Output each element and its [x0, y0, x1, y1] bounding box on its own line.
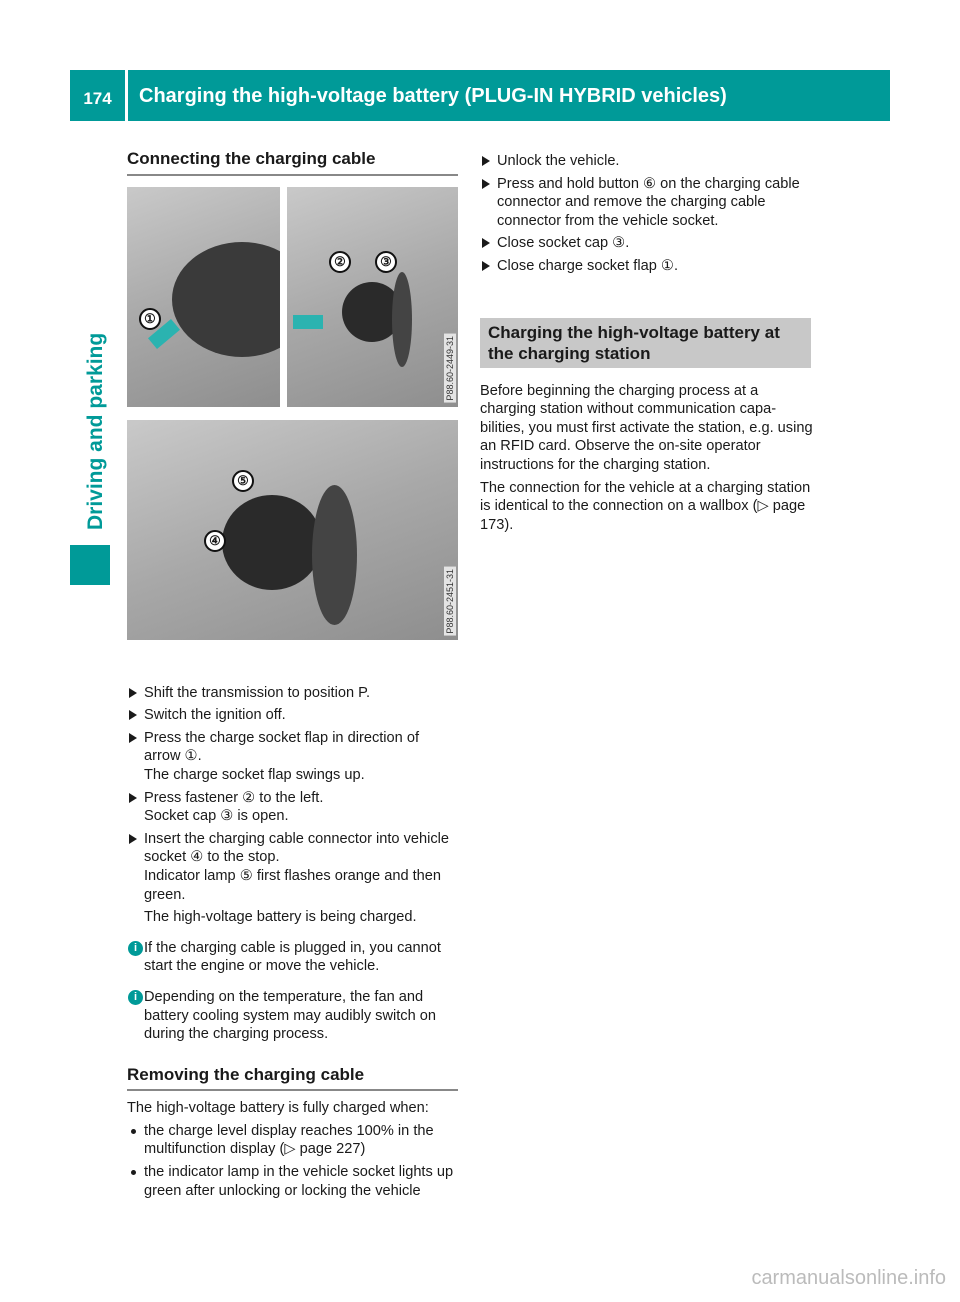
page-title: Charging the high-voltage battery (PLUG-IN HYBRID vehicles)	[128, 70, 890, 121]
callout-3: ③	[375, 251, 397, 273]
right-column	[480, 152, 813, 538]
figure-code: P88.60-2449-31	[445, 336, 455, 401]
heading-charging-station: Charging the high-voltage battery at the charging station	[480, 318, 811, 368]
info-icon: i	[128, 941, 143, 956]
page-header	[70, 70, 890, 121]
arrow-bullet-icon	[129, 834, 137, 844]
step: Press and hold button ⑥ on the charging cable connector and remove the charging cable connector from the vehicle socket.	[480, 175, 813, 231]
result-text: The high-voltage battery is being charged.	[144, 909, 417, 926]
left-column	[127, 150, 458, 1204]
info-note: i If the charging cable is plugged in, you cannot start the engine or move the vehicle.	[127, 939, 458, 976]
arrow-bullet-icon	[129, 710, 137, 720]
callout-2: ②	[329, 251, 351, 273]
callout-1: ①	[139, 308, 161, 330]
section-marker	[70, 545, 110, 585]
info-icon: i	[128, 990, 143, 1005]
arrow-bullet-icon	[482, 238, 490, 248]
callout-5: ⑤	[232, 470, 254, 492]
callout-4: ④	[204, 530, 226, 552]
bullet-item: the indicator lamp in the vehicle socket lights up green after unlocking or locking the vehicle	[127, 1163, 458, 1200]
info-note: i Depending on the temperature, the fan and battery cooling system may audibly switch on during the charging process.	[127, 988, 458, 1044]
page-number: 174	[70, 70, 125, 121]
step: Press the charge socket flap in direction of arrow ①. The charge socket flap swings up.	[127, 729, 458, 785]
intro-text: The high-voltage battery is fully charged when:	[127, 1100, 429, 1117]
bullet-item: the charge level display reaches 100% in the multifunction display (▷ page 227)	[127, 1122, 458, 1159]
arrow-bullet-icon	[482, 179, 490, 189]
arrow-bullet-icon	[482, 261, 490, 271]
step: Close charge socket flap ①.	[480, 257, 813, 276]
paragraph: The connection for the vehicle at a charging station is identical to the connection on a wallbox (▷ page 173).	[480, 479, 811, 533]
heading-connecting: Connecting the charging cable	[127, 150, 458, 176]
watermark: carmanualsonline.info	[751, 1267, 946, 1289]
arrow-bullet-icon	[129, 793, 137, 803]
arrow-bullet-icon	[129, 688, 137, 698]
step: Shift the transmission to position P.	[127, 684, 458, 703]
arrow-bullet-icon	[482, 156, 490, 166]
section-label: Driving and parking	[84, 332, 107, 530]
step: Press fastener ② to the left. Socket cap ③ is open.	[127, 789, 458, 826]
step: Switch the ignition off.	[127, 706, 458, 725]
figure-code: P88.60-2451-31	[445, 569, 455, 634]
step: Close socket cap ③.	[480, 234, 813, 253]
arrow-bullet-icon	[129, 733, 137, 743]
step: Insert the charging cable connector into vehicle socket ④ to the stop. Indicator lamp ⑤ first flashes orange and then green.	[127, 830, 458, 904]
step: Unlock the vehicle.	[480, 152, 813, 171]
heading-removing: Removing the charging cable	[127, 1066, 458, 1092]
paragraph: Before beginning the charging process at a charging station without communication capabilities, you must first activate the station, e.g. using an RFID card. Observe the on-site operator instructions for the charging station.	[480, 382, 813, 473]
